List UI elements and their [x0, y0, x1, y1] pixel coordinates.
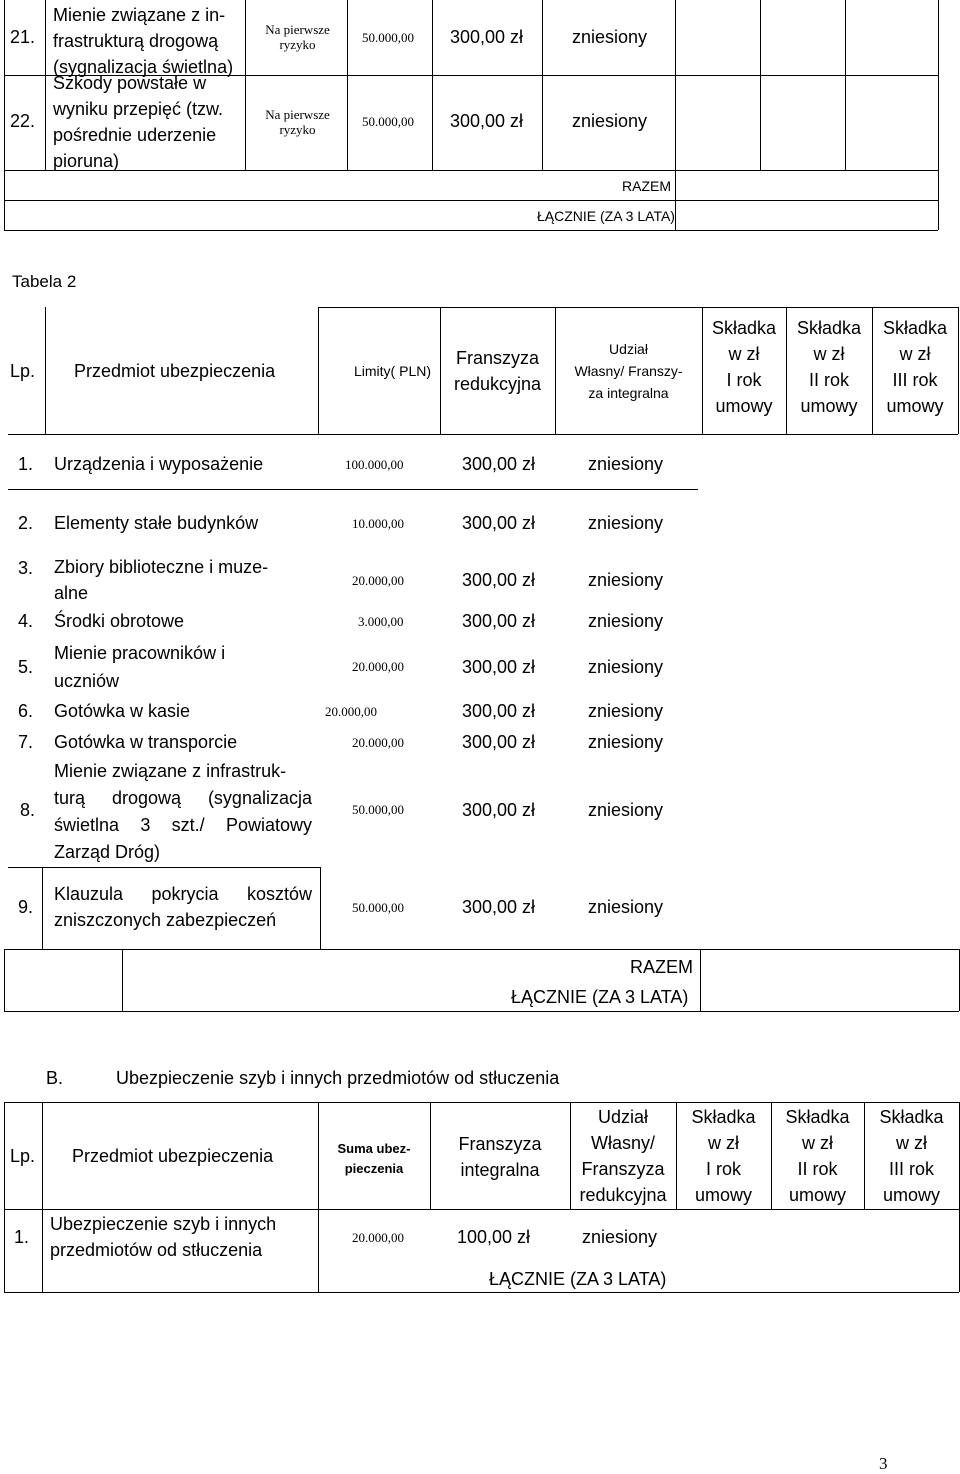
row-limit: 10.000,00 [352, 516, 404, 531]
header-line: Suma ubez- [337, 1141, 411, 1156]
row-limit: 100.000,00 [345, 457, 404, 472]
row-subject-line: Klauzula pokrycia kosztów [54, 884, 312, 904]
header-franchise [430, 1131, 570, 1183]
row-limit-type [250, 22, 345, 52]
row-lp: 6. [18, 701, 34, 721]
header-line: redukcyjna [453, 374, 542, 394]
row-limit: 20.000,00 [352, 659, 404, 674]
row-lp: 1. [18, 454, 34, 474]
header-sum [318, 1139, 430, 1179]
total-label: RAZEM [622, 178, 671, 194]
row-franchise: 300,00 zł [462, 701, 536, 721]
header-lp: Lp. [10, 1146, 36, 1166]
row-subject-line: Zbiory biblioteczne i muze- [54, 557, 269, 577]
total-label: RAZEM [630, 957, 693, 977]
row-subject: Gotówka w kasie [54, 701, 191, 721]
header-line: Franszyza [458, 1134, 542, 1154]
header-line: w zł [728, 344, 760, 364]
header-premium-year-2 [771, 1104, 864, 1208]
row-subject-line: Mienie związane z in- [53, 5, 226, 25]
row-franchise: 300,00 zł [462, 732, 536, 752]
header-line: w zł [896, 1133, 927, 1153]
row-limit: 3.000,00 [358, 614, 404, 629]
row-own-share: zniesiony [588, 800, 664, 820]
header-own-share [570, 1104, 676, 1208]
header-line: Franszyza [581, 1159, 665, 1179]
row-subject: Elementy stałe budynków [54, 513, 259, 533]
header-line: w zł [802, 1133, 833, 1153]
row-lp: 8. [20, 800, 36, 820]
row-subject-line: przedmiotów od stłuczenia [50, 1240, 263, 1260]
row-limit: 20.000,00 [325, 704, 377, 719]
row-subject-line: zniszczonych zabezpieczeń [54, 910, 277, 930]
row-subject-line: pioruna) [53, 151, 120, 171]
row-subject-line: Mienie pracowników i [54, 643, 226, 663]
header-own-share [555, 338, 702, 404]
row-subject [54, 639, 225, 695]
header-line: redukcyjna [579, 1185, 667, 1205]
row-subject [53, 70, 223, 174]
header-line: I rok [705, 1159, 741, 1179]
row-own-share: zniesiony [588, 701, 664, 721]
header-line: umowy [788, 1185, 846, 1205]
header-line: pieczenia [344, 1161, 404, 1176]
header-line: umowy [882, 1185, 940, 1205]
row-franchise: 300,00 zł [462, 611, 536, 631]
row-own-share: zniesiony [588, 513, 664, 533]
row-limit-type-line: ryzyko [279, 37, 316, 52]
row-subject [54, 554, 268, 606]
header-limit: Limity( PLN) [354, 363, 432, 379]
row-own-share: zniesiony [588, 611, 664, 631]
row-lp: 1. [14, 1227, 30, 1247]
row-own-share: zniesiony [588, 454, 664, 474]
header-lp: Lp. [10, 361, 36, 381]
row-subject [53, 2, 233, 80]
header-line: II rok [808, 370, 849, 390]
header-line: Składka [879, 1107, 944, 1127]
row-own-share: zniesiony [588, 732, 664, 752]
row-subject-line: świetlna 3 szt./ Powiatowy [54, 815, 312, 835]
row-own-share: zniesiony [582, 1227, 658, 1247]
row-lp: 9. [18, 897, 34, 917]
header-line: Udział [597, 1107, 649, 1127]
row-lp: 4. [18, 611, 34, 631]
row-subject-line: Zarząd Dróg) [54, 842, 161, 862]
row-franchise: 300,00 zł [450, 111, 524, 131]
row-subject-line: uczniów [54, 671, 120, 691]
row-limit: 50.000,00 [362, 114, 414, 129]
header-line: Składka [785, 1107, 850, 1127]
row-own-share: zniesiony [572, 111, 648, 131]
row-lp: 2. [18, 513, 34, 533]
page-number: 3 [879, 1454, 888, 1473]
row-subject-line: alne [54, 583, 89, 603]
total-3-years-label: ŁĄCZNIE (ZA 3 LATA) [489, 1269, 667, 1289]
row-limit-type-line: Na pierwsze [265, 107, 330, 122]
row-franchise: 300,00 zł [462, 800, 536, 820]
row-subject-line: pośrednie uderzenie [53, 125, 217, 145]
row-limit: 50.000,00 [362, 30, 414, 45]
row-limit: 50.000,00 [352, 900, 404, 915]
row-subject-line: turą drogową (sygnalizacja [54, 788, 312, 808]
row-franchise: 300,00 zł [462, 454, 536, 474]
row-franchise: 100,00 zł [457, 1227, 531, 1247]
header-line: I rok [726, 370, 762, 390]
header-line: Składka [882, 318, 948, 338]
header-line: Składka [691, 1107, 756, 1127]
header-subject: Przedmiot ubezpieczenia [74, 361, 276, 381]
row-lp: 22. [10, 111, 36, 131]
header-line: Udział [609, 341, 648, 357]
header-line: Składka [796, 318, 862, 338]
header-line: Składka [711, 318, 777, 338]
row-subject [54, 881, 312, 933]
row-own-share: zniesiony [588, 570, 664, 590]
header-premium-year-3 [864, 1104, 959, 1208]
row-limit-type-line: Na pierwsze [265, 22, 330, 37]
row-limit-type [250, 107, 345, 137]
row-lp: 5. [18, 657, 34, 677]
row-subject [50, 1211, 276, 1263]
row-sum: 20.000,00 [352, 1230, 404, 1245]
row-limit: 20.000,00 [352, 573, 404, 588]
row-subject-line: frastrukturą drogową [53, 31, 219, 51]
row-franchise: 300,00 zł [462, 897, 536, 917]
header-line: w zł [899, 344, 931, 364]
header-franchise [440, 345, 555, 397]
row-franchise: 300,00 zł [450, 27, 524, 47]
total-3-years-label: ŁĄCZNIE (ZA 3 LATA) [537, 208, 675, 224]
header-line: Własny/ Franszy- [574, 363, 683, 379]
header-premium-year-3 [872, 315, 958, 419]
row-own-share: zniesiony [588, 897, 664, 917]
header-premium-year-2 [786, 315, 872, 419]
header-line: umowy [886, 396, 944, 416]
header-line: Własny/ [590, 1133, 655, 1153]
header-line: za integralna [588, 385, 669, 401]
row-subject: Urządzenia i wyposażenie [54, 454, 264, 474]
header-premium-year-1 [702, 315, 786, 419]
header-line: II rok [797, 1159, 838, 1179]
row-subject-line: Szkody powstałe w [53, 73, 207, 93]
row-subject-line: Mienie związane z infrastruk- [54, 761, 287, 781]
section-title: Ubezpieczenie szyb i innych przedmiotów od stłuczenia [116, 1068, 560, 1088]
row-subject-line: wyniku przepięć (tzw. [53, 99, 224, 119]
row-franchise: 300,00 zł [462, 657, 536, 677]
row-limit: 20.000,00 [352, 735, 404, 750]
table-caption: Tabela 2 [12, 272, 77, 291]
header-line: III rok [888, 1159, 934, 1179]
header-line: w zł [708, 1133, 739, 1153]
header-subject: Przedmiot ubezpieczenia [72, 1146, 274, 1166]
row-lp: 3. [18, 558, 34, 578]
row-own-share: zniesiony [572, 27, 648, 47]
row-own-share: zniesiony [588, 657, 664, 677]
header-line: III rok [892, 370, 938, 390]
row-limit-type-line: ryzyko [279, 122, 316, 137]
header-line: integralna [460, 1160, 540, 1180]
total-3-years-label: ŁĄCZNIE (ZA 3 LATA) [511, 987, 689, 1007]
row-subject [54, 758, 312, 866]
row-subject: Gotówka w transporcie [54, 732, 238, 752]
row-lp: 7. [18, 732, 34, 752]
header-line: Franszyza [455, 348, 540, 368]
row-lp: 21. [10, 27, 36, 47]
row-subject-line: (sygnalizacja świetlna) [53, 57, 234, 77]
header-line: umowy [694, 1185, 752, 1205]
header-premium-year-1 [676, 1104, 771, 1208]
row-subject-line: Ubezpieczenie szyb i innych [50, 1214, 277, 1234]
row-subject: Środki obrotowe [54, 611, 185, 631]
row-franchise: 300,00 zł [462, 513, 536, 533]
header-line: w zł [813, 344, 845, 364]
row-limit: 50.000,00 [352, 802, 404, 817]
header-line: umowy [715, 396, 773, 416]
section-letter: B. [46, 1068, 64, 1088]
header-line: umowy [800, 396, 858, 416]
row-franchise: 300,00 zł [462, 570, 536, 590]
